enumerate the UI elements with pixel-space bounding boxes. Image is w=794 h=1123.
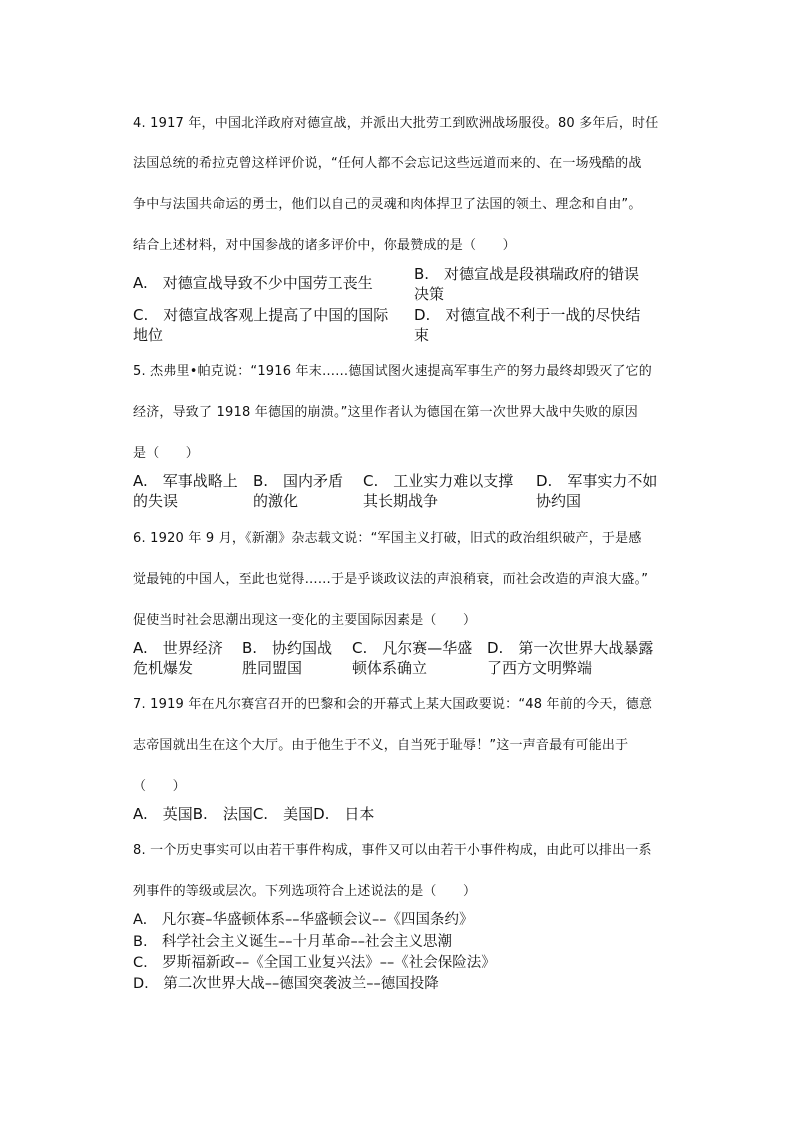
q4-stem-line-3: 争中与法国共命运的勇士，他们以自己的灵魂和肉体捍卫了法国的领土、理念和自由”。 — [133, 197, 642, 212]
q6-stem-line-1: 6. 1920 年 9 月，《新潮》杂志载文说：“军国主义打破，旧式的政治组织破产，于是感 — [133, 531, 642, 546]
q4-option-d: D. 对德宣战不利于一战的尽快结 — [414, 306, 641, 324]
q5-option-b: B. 国内矛盾 — [253, 472, 344, 490]
q4-option-c-cont: 地位 — [133, 326, 164, 344]
q5-stem-line-1: 5. 杰弗里•帕克说：“1916 年末……德国试图火速提高军事生产的努力最终却毁灭了它的 — [133, 364, 652, 379]
q6-option-c-cont: 顿体系确立 — [352, 659, 428, 677]
q8-option-a: A. 凡尔赛–华盛顿体系––华盛顿会议––《四国条约》 — [133, 912, 474, 928]
q8-option-d: D. 第二次世界大战––德国突袭波兰––德国投降 — [133, 976, 439, 992]
q4-option-a: A. 对德宣战导致不少中国劳工丧生 — [133, 274, 373, 292]
q4-option-d-cont: 束 — [414, 326, 430, 344]
q4-stem-line-4: 结合上述材料，对中国参战的诸多评价中，你最赞成的是（ ） — [133, 238, 516, 253]
q5-option-b-cont: 的激化 — [253, 492, 299, 510]
q4-stem-line-2: 法国总统的希拉克曾这样评价说，“任何人都不会忘记这些远道而来的、在一场残酷的战 — [133, 156, 642, 171]
q5-option-c: C. 工业实力难以支撑 — [363, 472, 514, 490]
q6-option-b: B. 协约国战 — [242, 639, 333, 657]
q5-option-a: A. 军事战略上 — [133, 472, 238, 490]
q6-stem-line-2: 觉最钝的中国人，至此也觉得……于是乎谈政议法的声浪稍衰，而社会改造的声浪大盛。” — [133, 572, 649, 587]
q6-option-d: D. 第一次世界大战暴露 — [487, 639, 654, 657]
q5-option-a-cont: 的失误 — [133, 492, 179, 510]
q6-stem-line-3: 促使当时社会思潮出现这一变化的主要国际因素是（ ） — [133, 613, 477, 628]
q5-option-d: D. 军事实力不如 — [536, 472, 658, 490]
q5-option-d-cont: 协约国 — [536, 492, 582, 510]
q4-option-b: B. 对德宣战是段祺瑞政府的错误 — [414, 265, 640, 283]
q7-stem-line-3: （ ） — [133, 779, 186, 794]
q8-stem-line-1: 8. 一个历史事实可以由若干事件构成，事件又可以由若干小事件构成，由此可以排出一系 — [133, 843, 652, 858]
q6-option-d-cont: 了西方文明弊端 — [487, 659, 593, 677]
q6-option-c: C. 凡尔赛—华盛 — [352, 639, 473, 657]
q7-options: A. 英国B. 法国C. 美国D. 日本 — [133, 805, 375, 823]
q8-option-b: B. 科学社会主义诞生––十月革命––社会主义思潮 — [133, 934, 453, 950]
q5-option-c-cont: 其长期战争 — [363, 492, 439, 510]
q7-stem-line-1: 7. 1919 年在凡尔赛宫召开的巴黎和会的开幕式上某大国政要说：“48 年前的今天，德意 — [133, 697, 653, 712]
q8-stem-line-2: 列事件的等级或层次。下列选项符合上述说法的是（ ） — [133, 884, 477, 899]
q4-option-b-cont: 决策 — [414, 285, 445, 303]
q6-option-a-cont: 危机爆发 — [133, 659, 194, 677]
q6-option-b-cont: 胜同盟国 — [242, 659, 303, 677]
q7-stem-line-2: 志帝国就出生在这个大厅。由于他生于不义，自当死于耻辱！”这一声音最有可能出于 — [133, 738, 629, 753]
q5-stem-line-3: 是（ ） — [133, 446, 200, 461]
q6-option-a: A. 世界经济 — [133, 639, 223, 657]
q4-option-c: C. 对德宣战客观上提高了中国的国际 — [133, 306, 389, 324]
q5-stem-line-2: 经济，导致了 1918 年德国的崩溃。”这里作者认为德国在第一次世界大战中失败的原因 — [133, 405, 638, 420]
q4-stem-line-1: 4. 1917 年，中国北洋政府对德宣战，并派出大批劳工到欧洲战场服役。80 多年后，时任 — [133, 116, 659, 131]
q8-option-c: C. 罗斯福新政––《全国工业复兴法》––《社会保险法》 — [133, 955, 496, 971]
